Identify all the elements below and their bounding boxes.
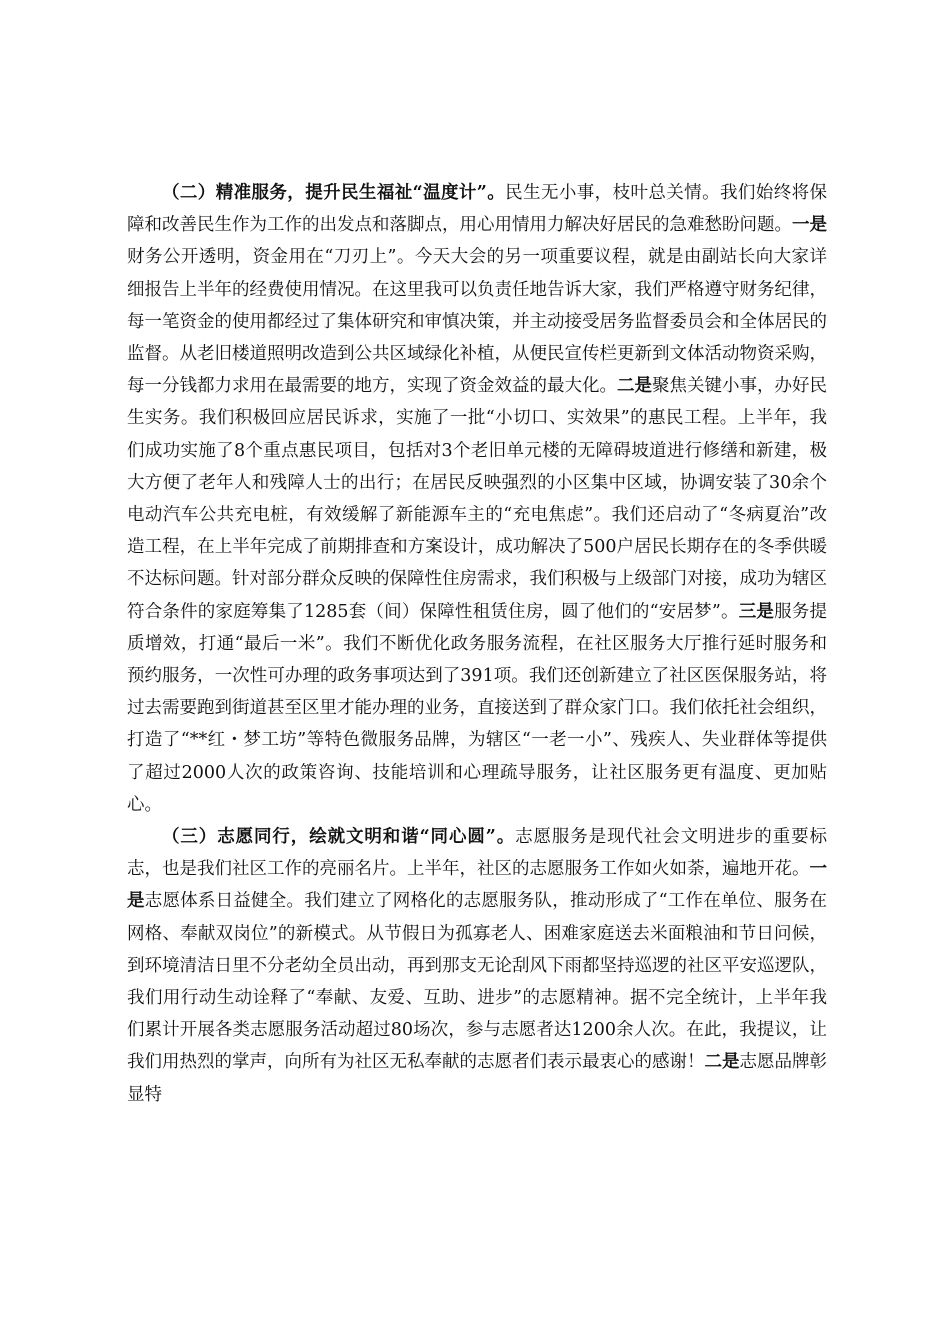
item-marker-2: 二是 [617,376,652,397]
paragraph-text: 聚焦关键小事，办好民生实务。我们积极回应居民诉求，实施了一批“小切口、实效果”的惠民工程。上半年，我们成功实施了8个重点惠民项目，包括对3个老旧单元楼的无障碍坡道进行修缮和新建，极大方便了老年人和残障人士的出行；在居民反映强烈的小区集中区域，协调安装了30余个电动汽车公共充电桩，有效缓解了新能源车主的“充电焦虑”。我们还启动了“冬病夏治”改造工程，在上半年完成了前期排查和方案设计，成功解决了500户居民长期存在的冬季供暖不达标问题。针对部分群众反映的保障性住房需求，我们积极与上级部门对接，成功为辖区符合条件的家庭筹集了1285套（间）保障性租赁住房，圆了他们的“安居梦”。 [127,376,827,622]
paragraph-precise-service [127,177,827,821]
section-heading-2: （二）精准服务，提升民生福祉“温度计”。 [162,183,506,203]
paragraph-text: 服务提质增效，打通“最后一米”。我们不断优化政务服务流程，在社区服务大厅推行延时服务和预约服务，一次性可办理的政务事项达到了391项。我们还创新建立了社区医保服务站，将过去需要跑到街道甚至区里才能办理的业务，直接送到了群众家门口。我们依托社会组织，打造了“**红・梦工坊”等特色微服务品牌，为辖区“一老一小”、残疾人、失业群体等提供了超过2000人次的政策咨询、技能培训和心理疏导服务，让社区服务更有温度、更加贴心。 [127,601,828,815]
paragraph-volunteer [127,821,827,1111]
paragraph-text: 财务公开透明，资金用在“刀刃上”。今天大会的另一项重要议程，就是由副站长向大家详细报告上半年的经费使用情况。在这里我可以负责任地告诉大家，我们严格遵守财务纪律，每一笔资金的使用都经过了集体研究和审慎决策，并主动接受居务监督委员会和全体居民的监督。从老旧楼道照明改造到公共区域绿化补植，从便民宣传栏更新到文体活动物资采购，每一分钱都力求用在最需要的地方，实现了资金效益的最大化。 [127,247,827,397]
paragraph-text: 民生无小事，枝叶总关情。我们始终将保障和改善民生作为工作的出发点和落脚点，用心用情用力解决好居民的急难愁盼问题。 [127,183,827,236]
item-marker-3: 三是 [738,601,775,622]
item-marker-1: 一是 [127,859,827,912]
item-marker-2: 二是 [704,1052,740,1073]
document-body [127,177,827,1111]
paragraph-text: 志愿服务是现代社会文明进步的重要标志，也是我们社区工作的亮丽名片。上半年，社区的志愿服务工作如火如荼，遍地开花。 [127,827,827,880]
item-marker-1: 一是 [792,215,827,236]
paragraph-text: 志愿品牌彰显特 [127,1052,827,1105]
section-heading-3: （三）志愿同行，绘就文明和谐“同心圆”。 [162,827,516,848]
paragraph-text: 志愿体系日益健全。我们建立了网格化的志愿服务队，推动形成了“工作在单位、服务在网格、奉献双岗位”的新模式。从节假日为孤寡老人、困难家庭送去米面粮油和节日问候，到环境清洁日里不分老幼全员出动，再到那支无论刮风下雨都坚持巡逻的社区平安巡逻队，我们用行动生动诠释了“奉献、友爱、互助、进步”的志愿精神。据不完全统计，上半年我们累计开展各类志愿服务活动超过80场次，参与志愿者达1200余人次。在此，我提议，让我们用热烈的掌声，向所有为社区无私奉献的志愿者们表示最衷心的感谢！ [127,891,828,1073]
